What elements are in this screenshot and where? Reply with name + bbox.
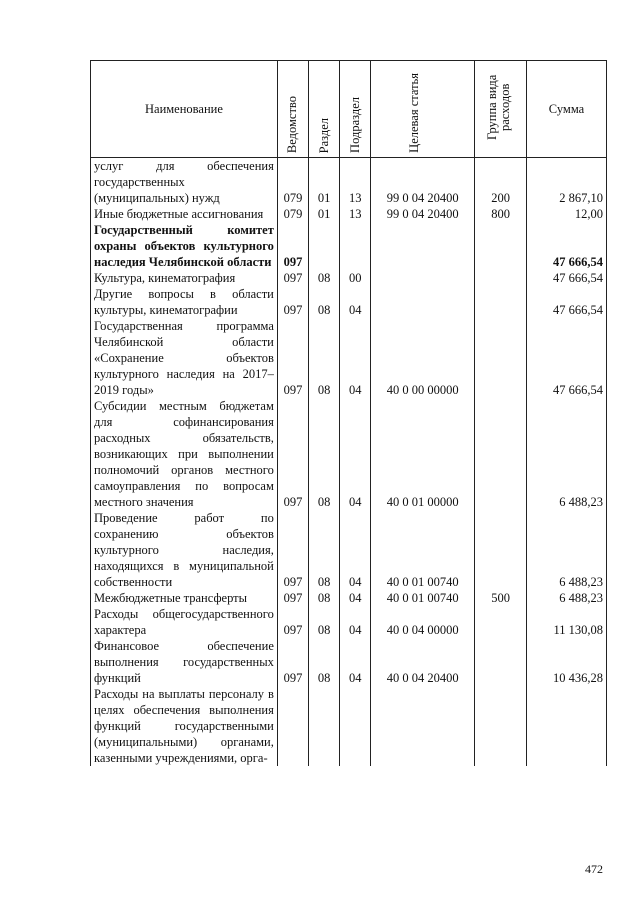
cell-sum: 47 666,54 xyxy=(527,318,607,398)
cell-dept: 097 xyxy=(277,606,308,638)
cell-name: Межбюджетные трансферты xyxy=(91,590,278,606)
cell-group xyxy=(475,510,527,590)
cell-name: Другие вопросы в области культуры, кинематографии xyxy=(91,286,278,318)
table-row xyxy=(91,158,607,207)
cell-dept: 097 xyxy=(277,590,308,606)
header-subsection: Подраздел xyxy=(340,61,371,158)
cell-sum: 12,00 xyxy=(527,206,607,222)
header-name: Наименование xyxy=(91,61,278,158)
cell-section xyxy=(309,222,340,270)
cell-section: 08 xyxy=(309,590,340,606)
table-row xyxy=(91,638,607,686)
header-group: Группа вида расходов xyxy=(475,61,527,158)
cell-name: Государственная программа Челябинской области «Сохранение объектов культурного наследия на 2017–2019 годы» xyxy=(91,318,278,398)
cell-section: 01 xyxy=(309,158,340,207)
cell-name: Государственный комитет охраны объектов культурного наследия Челябинской области xyxy=(91,222,278,270)
cell-subsection: 04 xyxy=(340,510,371,590)
cell-section: 08 xyxy=(309,270,340,286)
cell-dept: 097 xyxy=(277,638,308,686)
cell-sum xyxy=(527,686,607,766)
cell-name: Расходы на выплаты персоналу в целях обеспечения выполнения функций государственными (муниципальными) органами, казенными учреждениями, орга- xyxy=(91,686,278,766)
cell-name: Иные бюджетные ассигнования xyxy=(91,206,278,222)
cell-target xyxy=(371,286,475,318)
cell-target: 40 0 01 00740 xyxy=(371,510,475,590)
cell-group xyxy=(475,638,527,686)
cell-section: 08 xyxy=(309,318,340,398)
cell-subsection: 04 xyxy=(340,398,371,510)
cell-dept: 097 xyxy=(277,222,308,270)
cell-section xyxy=(309,686,340,766)
cell-target: 99 0 04 20400 xyxy=(371,158,475,207)
cell-group: 500 xyxy=(475,590,527,606)
cell-subsection xyxy=(340,222,371,270)
cell-sum: 6 488,23 xyxy=(527,398,607,510)
header-sum: Сумма xyxy=(527,61,607,158)
header-target: Целевая статья xyxy=(371,61,475,158)
cell-group: 800 xyxy=(475,206,527,222)
cell-sum: 10 436,28 xyxy=(527,638,607,686)
table-row xyxy=(91,318,607,398)
table-row xyxy=(91,686,607,766)
table-row xyxy=(91,606,607,638)
cell-target: 40 0 00 00000 xyxy=(371,318,475,398)
cell-dept: 079 xyxy=(277,158,308,207)
cell-group xyxy=(475,270,527,286)
table-row xyxy=(91,222,607,270)
page-number: 472 xyxy=(585,862,603,876)
cell-sum: 47 666,54 xyxy=(527,270,607,286)
table-row xyxy=(91,510,607,590)
cell-subsection: 00 xyxy=(340,270,371,286)
cell-section: 08 xyxy=(309,286,340,318)
cell-sum: 6 488,23 xyxy=(527,590,607,606)
cell-dept: 079 xyxy=(277,206,308,222)
cell-sum: 47 666,54 xyxy=(527,222,607,270)
cell-group xyxy=(475,606,527,638)
cell-subsection: 04 xyxy=(340,286,371,318)
cell-target xyxy=(371,686,475,766)
cell-group xyxy=(475,398,527,510)
cell-section: 08 xyxy=(309,510,340,590)
cell-name: Проведение работ по сохранению объектов культурного наследия, находящихся в муниципальной собственности xyxy=(91,510,278,590)
cell-name: Финансовое обеспечение выполнения государственных функций xyxy=(91,638,278,686)
cell-subsection: 04 xyxy=(340,606,371,638)
cell-target: 99 0 04 20400 xyxy=(371,206,475,222)
cell-target xyxy=(371,222,475,270)
cell-subsection: 04 xyxy=(340,318,371,398)
cell-sum: 6 488,23 xyxy=(527,510,607,590)
budget-table xyxy=(90,60,607,766)
cell-section: 08 xyxy=(309,398,340,510)
header-dept: Ведомство xyxy=(277,61,308,158)
cell-section: 01 xyxy=(309,206,340,222)
cell-name: услуг для обеспечения государственных (муниципальных) нужд xyxy=(91,158,278,207)
cell-target xyxy=(371,270,475,286)
cell-target: 40 0 04 00000 xyxy=(371,606,475,638)
table-row xyxy=(91,590,607,606)
cell-sum: 11 130,08 xyxy=(527,606,607,638)
cell-sum: 2 867,10 xyxy=(527,158,607,207)
cell-subsection: 04 xyxy=(340,590,371,606)
cell-name: Культура, кинематография xyxy=(91,270,278,286)
cell-dept: 097 xyxy=(277,270,308,286)
cell-group xyxy=(475,318,527,398)
cell-dept: 097 xyxy=(277,510,308,590)
cell-subsection xyxy=(340,686,371,766)
cell-group xyxy=(475,222,527,270)
cell-subsection: 04 xyxy=(340,638,371,686)
cell-name: Расходы общегосударственного характера xyxy=(91,606,278,638)
cell-name: Субсидии местным бюджетам для софинансирования расходных обязательств, возникающих при выполнении полномочий органов местного самоуправления по вопросам местного значения xyxy=(91,398,278,510)
cell-dept: 097 xyxy=(277,398,308,510)
header-section: Раздел xyxy=(309,61,340,158)
cell-dept: 097 xyxy=(277,318,308,398)
cell-sum: 47 666,54 xyxy=(527,286,607,318)
cell-dept: 097 xyxy=(277,286,308,318)
cell-subsection: 13 xyxy=(340,206,371,222)
cell-target: 40 0 04 20400 xyxy=(371,638,475,686)
table-row xyxy=(91,286,607,318)
cell-group xyxy=(475,286,527,318)
cell-group xyxy=(475,686,527,766)
table-row xyxy=(91,206,607,222)
table-body xyxy=(91,158,607,767)
cell-target: 40 0 01 00000 xyxy=(371,398,475,510)
table-row xyxy=(91,398,607,510)
cell-section: 08 xyxy=(309,638,340,686)
table-row xyxy=(91,270,607,286)
cell-group: 200 xyxy=(475,158,527,207)
cell-subsection: 13 xyxy=(340,158,371,207)
header-row xyxy=(91,61,607,158)
cell-section: 08 xyxy=(309,606,340,638)
cell-target: 40 0 01 00740 xyxy=(371,590,475,606)
cell-dept xyxy=(277,686,308,766)
